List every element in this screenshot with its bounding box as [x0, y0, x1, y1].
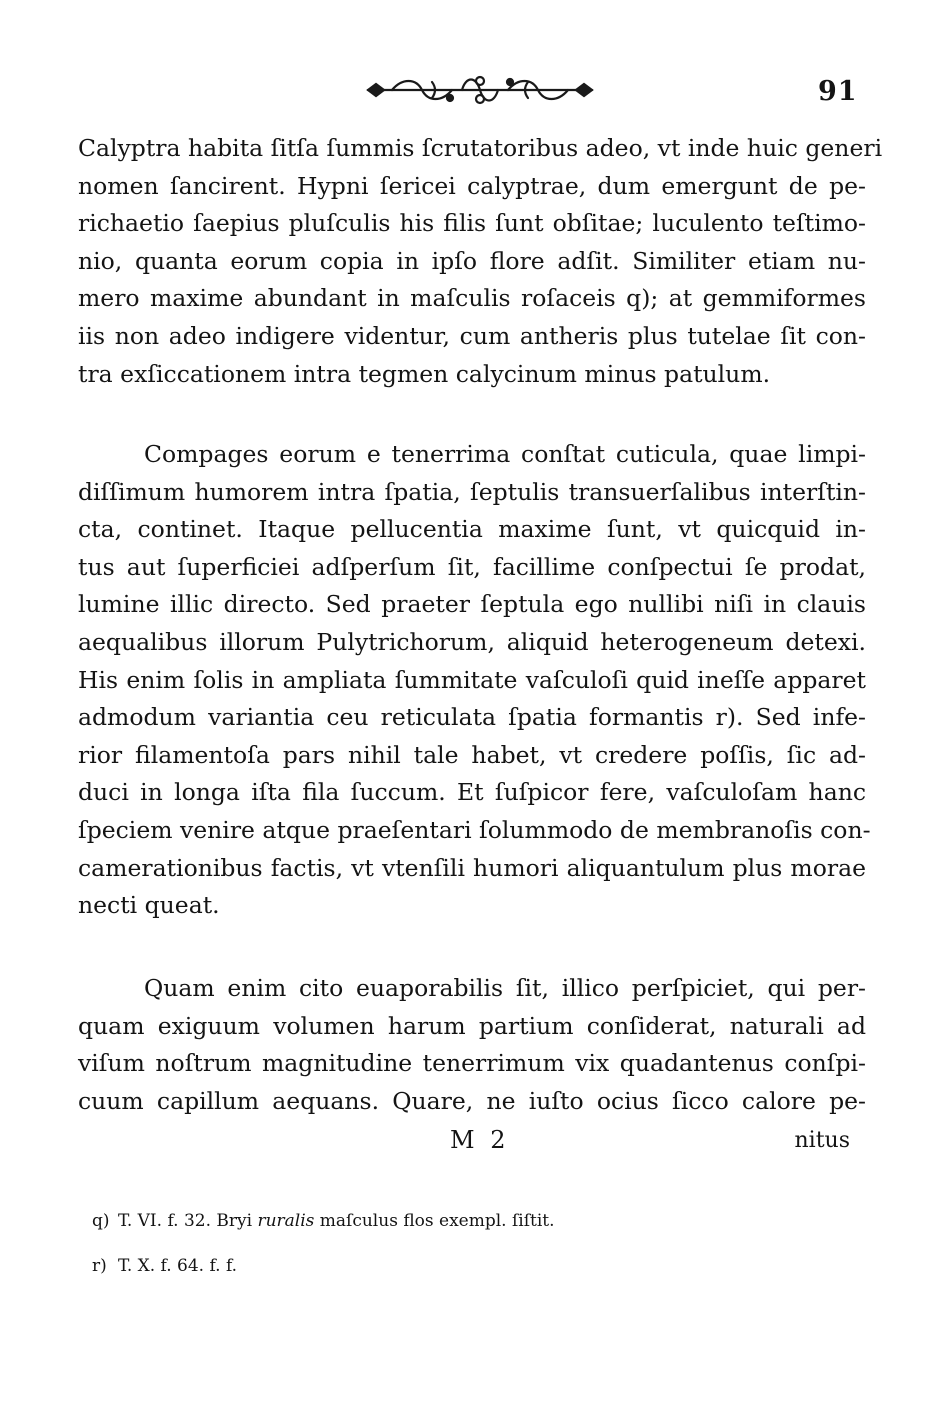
- text-line: camerationibus factis, vt vtenſili humori aliquantulum plus morae: [78, 853, 866, 882]
- paragraph-3: [78, 970, 866, 1120]
- footnote-marker: r): [92, 1256, 107, 1276]
- text-line: duci in longa iſta fila ſuccum. Et ſuſpicor fere, vaſculoſam hanc: [78, 778, 866, 807]
- text-line: cuum capillum aequans. Quare, ne iuſto ocius ſicco calore pe-: [78, 1086, 866, 1115]
- text-line: cta, continet. Itaque pellucentia maxime ſunt, vt quicquid in-: [78, 515, 866, 544]
- ornamental-headpiece-icon: [362, 72, 598, 108]
- paragraph-1: [78, 130, 883, 393]
- footnote-text: T. VI. f. 32. Bryi: [118, 1211, 258, 1231]
- text-line: Calyptra habita ſitſa ſummis ſcrutatoribus adeo, vt inde huic generi: [78, 134, 883, 162]
- footnote-text: T. X. f. 64. f. f.: [118, 1256, 238, 1276]
- text-line: Quam enim cito euaporabilis ſit, illico perſpiciet, qui per-: [144, 974, 866, 1002]
- text-line: ſpeciem venire atque praeſentari ſolummodo de membranoſis con-: [78, 815, 871, 844]
- text-line: His enim ſolis in ampliata ſummitate vaſculoſi quid ineſſe apparet: [78, 665, 866, 694]
- signature-mark: M 2: [450, 1126, 510, 1154]
- catchword: nitus: [794, 1128, 850, 1153]
- text-line: rior filamentoſa pars nihil tale habet, vt credere poſſis, ſic ad-: [78, 740, 866, 769]
- text-line: mero maxime abundant in maſculis roſaceis q); at gemmiformes: [78, 284, 866, 313]
- footnote-q: [92, 1211, 555, 1231]
- text-line: Compages eorum e tenerrima conſtat cuticula, quae limpi-: [144, 440, 866, 468]
- text-line: tus aut ſuperficiei adſperſum ſit, facillime conſpectui ſe prodat,: [78, 552, 866, 581]
- page-number: 91: [818, 76, 858, 107]
- text-line: quam exiguum volumen harum partium conſiderat, naturali ad: [78, 1011, 866, 1040]
- text-line: tra exſiccationem intra tegmen calycinum minus patulum.: [78, 359, 771, 388]
- text-line: diſſimum humorem intra ſpatia, ſeptulis transuerſalibus interſtin-: [78, 477, 866, 506]
- text-line: nio, quanta eorum copia in ipſo flore adſit. Similiter etiam nu-: [78, 246, 866, 275]
- footnote-text: maſculus flos exempl. ſiſtit.: [314, 1211, 555, 1231]
- text-line: necti queat.: [78, 891, 220, 920]
- footnote-marker: q): [92, 1211, 110, 1231]
- footnote-italic-text: ruralis: [257, 1211, 315, 1231]
- text-line: nomen ſancirent. Hypni ſericei calyptrae, dum emergunt de pe-: [78, 171, 866, 200]
- paragraph-2: [78, 436, 871, 925]
- text-line: richaetio ſaepius pluſculis his filis ſunt obſitae; luculento teſtimo-: [78, 209, 866, 238]
- text-line: viſum noſtrum magnitudine tenerrimum vix quadantenus conſpi-: [78, 1049, 866, 1078]
- footnote-r: [92, 1256, 237, 1276]
- text-line: aequalibus illorum Pulytrichorum, aliquid heterogeneum detexi.: [78, 627, 866, 656]
- text-line: iis non adeo indigere videntur, cum antheris plus tutelae ſit con-: [78, 321, 866, 350]
- text-line: lumine illic directo. Sed praeter ſeptula ego nullibi niſi in clauis: [78, 590, 866, 619]
- text-line: admodum variantia ceu reticulata ſpatia formantis r). Sed infe-: [78, 703, 866, 732]
